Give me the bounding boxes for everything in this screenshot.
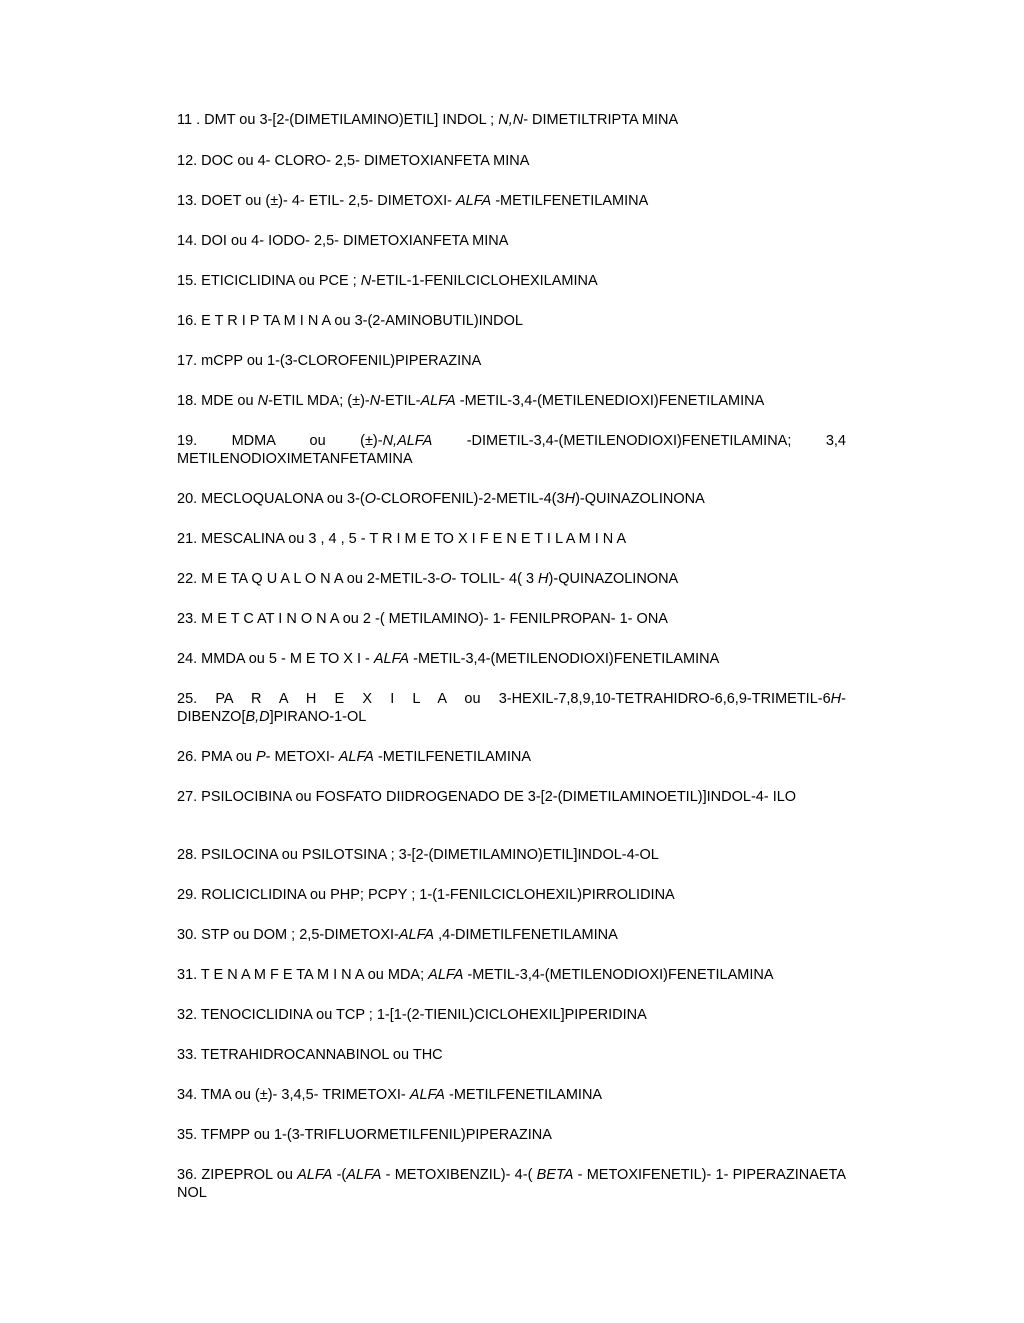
italic-term: ALFA (409, 1087, 445, 1103)
italic-term: N,N (498, 112, 524, 128)
italic-term: ALFA (338, 749, 374, 765)
italic-term: ALFA (420, 393, 456, 409)
list-item (177, 352, 846, 370)
entry-text: 25. PA R A H E X I L A ou 3-HEXIL-7,8,9,10-TETRAHIDRO-6,6,9-TRIMETIL-6 (177, 691, 831, 707)
list-item (177, 490, 846, 508)
list-item (177, 1046, 846, 1064)
italic-term: O (364, 491, 377, 507)
list-item (177, 392, 846, 410)
list-item (177, 846, 846, 864)
list-item (177, 111, 846, 129)
entry-text: - DIBENZO[ (177, 691, 846, 725)
italic-term: H (830, 691, 842, 707)
entry-text: -ETIL-1-FENILCICLOHEXILAMINA (371, 273, 598, 289)
entry-text: ]PIRANO-1-OL (269, 709, 367, 725)
entry-text: 36. ZIPEPROL ou (177, 1167, 298, 1183)
entry-text: - METOXIFENETIL)- 1- PIPERAZINAETA NOL (177, 1167, 846, 1201)
list-item (177, 788, 846, 806)
entry-text: 14. DOI ou 4- IODO- 2,5- DIMETOXIANFETA MINA (177, 233, 509, 249)
list-item (177, 1166, 846, 1202)
entry-text: ,4-DIMETILFENETILAMINA (434, 927, 618, 943)
entry-text: - DIMETILTRIPTA MINA (523, 112, 679, 128)
list-item (177, 530, 846, 548)
entry-text: 16. E T R I P TA M I N A ou 3-(2-AMINOBUTIL)INDOL (177, 313, 523, 329)
list-item (177, 610, 846, 628)
entry-text: 29. ROLICICLIDINA ou PHP; PCPY ; 1-(1-FENILCICLOHEXIL)PIRROLIDINA (177, 887, 675, 903)
entry-text: 28. PSILOCINA ou PSILOTSINA ; 3-[2-(DIMETILAMINO)ETIL]INDOL-4-OL (177, 847, 659, 863)
italic-term: ALFA (398, 927, 435, 943)
italic-term: ALFA (297, 1167, 333, 1183)
list-item (177, 966, 846, 984)
entry-text: 17. mCPP ou 1-(3-CLOROFENIL)PIPERAZINA (177, 353, 482, 369)
list-item (177, 312, 846, 330)
entry-text: -METIL-3,4-(METILENODIOXI)FENETILAMINA (409, 651, 720, 667)
italic-term: ALFA (428, 967, 464, 983)
entry-text: -DIMETIL-3,4-(METILENODIOXI)FENETILAMINA; 3,4 METILENODIOXIMETANFETAMINA (177, 433, 846, 467)
list-item (177, 1006, 846, 1024)
italic-term: P (256, 749, 266, 765)
italic-term: ALFA (373, 651, 410, 667)
list-item (177, 1086, 846, 1104)
italic-term: H (538, 571, 549, 587)
list-item (177, 1126, 846, 1144)
entry-text: -ETIL- (380, 393, 421, 409)
entry-text: 27. PSILOCIBINA ou FOSFATO DIIDROGENADO DE 3-[2-(DIMETILAMINOETIL)]INDOL-4- ILO (177, 789, 797, 805)
list-item (177, 570, 846, 588)
entry-text: - METOXIBENZIL)- 4-( (381, 1167, 537, 1183)
list-item (177, 232, 846, 250)
entry-text: -METILFENETILAMINA (373, 749, 532, 765)
list-item (177, 926, 846, 944)
entry-text: 30. STP ou DOM ; 2,5-DIMETOXI- (177, 927, 399, 943)
list-item (177, 650, 846, 668)
italic-term: ALFA (346, 1167, 382, 1183)
entry-text: 20. MECLOQUALONA ou 3-( (177, 491, 365, 507)
entry-text: 13. DOET ou (±)- 4- ETIL- 2,5- DIMETOXI- (177, 193, 456, 209)
italic-term: ALFA (455, 193, 492, 209)
entry-text: 35. TFMPP ou 1-(3-TRIFLUORMETILFENIL)PIPERAZINA (177, 1127, 552, 1143)
entry-text: 12. DOC ou 4- CLORO- 2,5- DIMETOXIANFETA MINA (177, 153, 530, 169)
list-item (177, 748, 846, 766)
entry-text: -ETIL MDA; (±)- (268, 393, 370, 409)
entry-text: - METOXI- (265, 749, 339, 765)
entry-text: 32. TENOCICLIDINA ou TCP ; 1-[1-(2-TIENIL)CICLOHEXIL]PIPERIDINA (177, 1007, 647, 1023)
list-item (177, 886, 846, 904)
entry-text: -METIL-3,4-(METILENODIOXI)FENETILAMINA (463, 967, 774, 983)
entry-text: 26. PMA ou (177, 749, 256, 765)
italic-term: N (257, 393, 269, 409)
entry-text: 24. MMDA ou 5 - M E TO X I - (177, 651, 374, 667)
entry-text: -CLOROFENIL)-2-METIL-4(3 (376, 491, 565, 507)
list-item (177, 690, 846, 726)
entry-text: 33. TETRAHIDROCANNABINOL ou THC (177, 1047, 443, 1063)
list-item (177, 272, 846, 290)
entry-text: 34. TMA ou (±)- 3,4,5- TRIMETOXI- (177, 1087, 410, 1103)
entry-text: - TOLIL- 4( 3 (451, 571, 539, 587)
entry-text: 18. MDE ou (177, 393, 258, 409)
italic-term: H (564, 491, 576, 507)
list-item (177, 432, 846, 468)
italic-term: N (360, 273, 372, 289)
italic-term: B,D (245, 709, 270, 725)
entry-text: 23. M E T C AT I N O N A ou 2 -( METILAMINO)- 1- FENILPROPAN- 1- ONA (177, 611, 668, 627)
entry-text: 11 . DMT ou 3-[2-(DIMETILAMINO)ETIL] INDOL ; (177, 112, 499, 128)
entry-text: -METIL-3,4-(METILENEDIOXI)FENETILAMINA (455, 393, 765, 409)
entry-text: )-QUINAZOLINONA (548, 571, 679, 587)
list-item (177, 192, 846, 210)
italic-term: N,ALFA (382, 433, 433, 449)
entry-text: -METILFENETILAMINA (491, 193, 649, 209)
entry-text: 31. T E N A M F E TA M I N A ou MDA; (177, 967, 429, 983)
list-item (177, 152, 846, 170)
italic-term: BETA (536, 1167, 574, 1183)
italic-term: N (369, 393, 381, 409)
entry-text: 21. MESCALINA ou 3 , 4 , 5 - T R I M E TO X I F E N E T I L A M I N A (177, 531, 627, 547)
entry-text: 19. MDMA ou (±)- (177, 433, 383, 449)
italic-term: O (440, 571, 452, 587)
entry-text: 15. ETICICLIDINA ou PCE ; (177, 273, 361, 289)
entry-text: -( (332, 1167, 347, 1183)
entry-text: 22. M E TA Q U A L O N A ou 2-METIL-3- (177, 571, 441, 587)
entry-text: )-QUINAZOLINONA (575, 491, 705, 507)
entry-text: -METILFENETILAMINA (444, 1087, 603, 1103)
